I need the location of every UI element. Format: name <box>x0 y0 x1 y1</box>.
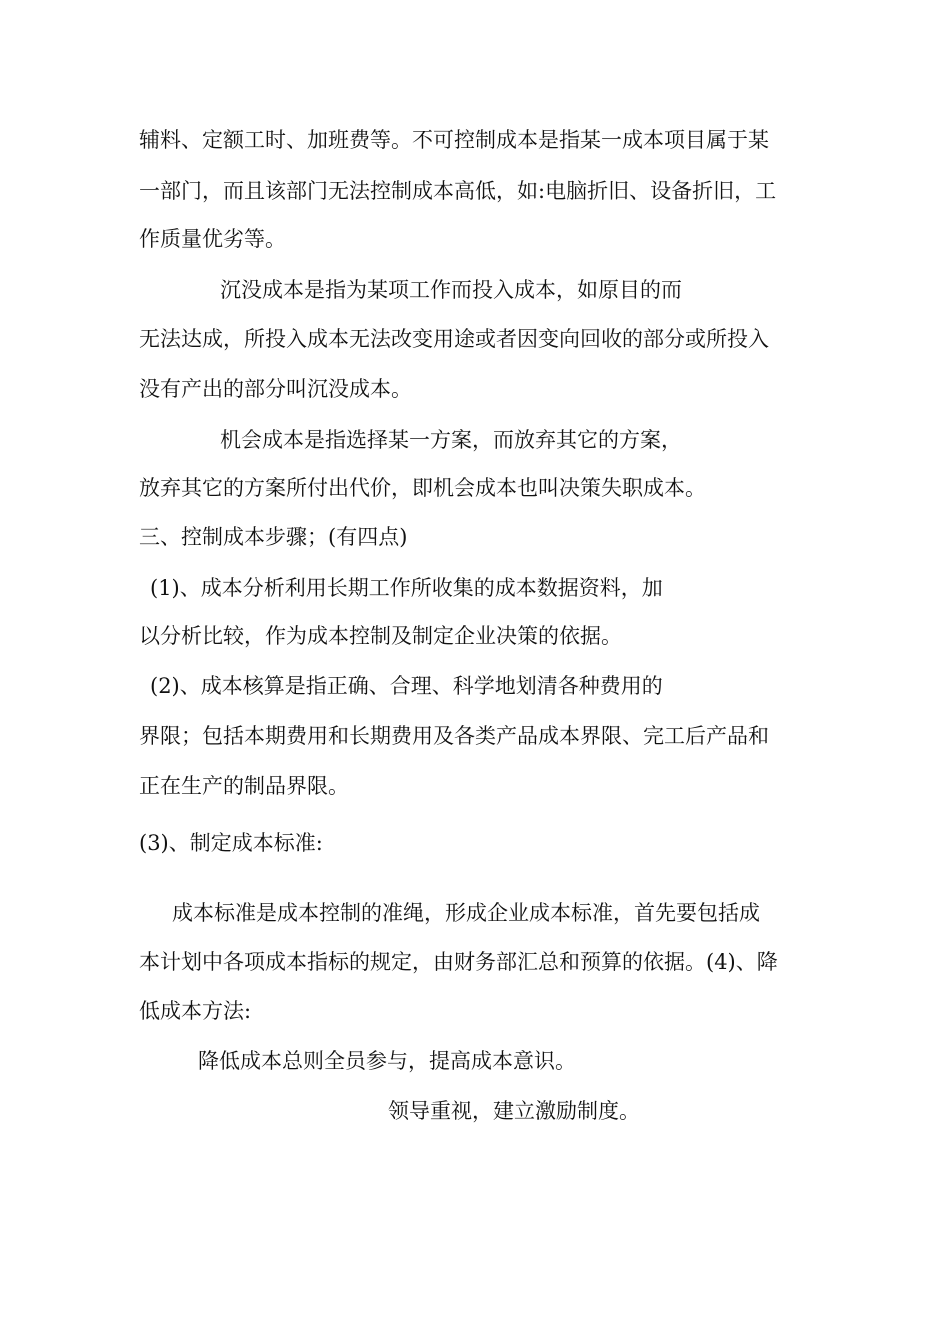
text-line-5: 无法达成，所投入成本无法改变用途或者因变向回收的部分或所投入 <box>139 327 769 351</box>
text-line-17: 本计划中各项成本指标的规定，由财务部汇总和预算的依据。(4)、降 <box>139 950 778 974</box>
text-line-12: (2)、成本核算是指正确、合理、科学地划清各种费用的 <box>150 674 663 698</box>
text-line-16: 成本标准是成本控制的准绳，形成企业成本标准，首先要包括成 <box>172 901 760 925</box>
text-line-13: 界限；包括本期费用和长期费用及各类产品成本界限、完工后产品和 <box>139 724 769 748</box>
text-line-8: 放弃其它的方案所付出代价，即机会成本也叫决策失职成本。 <box>139 476 706 500</box>
text-line-20: 领导重视，建立激励制度。 <box>388 1099 640 1123</box>
text-line-14: 正在生产的制品界限。 <box>139 774 349 798</box>
section-heading: 三、控制成本步骤；(有四点) <box>139 525 408 549</box>
text-line-18: 低成本方法: <box>139 999 252 1023</box>
text-line-1: 辅料、定额工时、加班费等。不可控制成本是指某一成本项目属于某 <box>139 128 769 152</box>
text-line-19: 降低成本总则全员参与，提高成本意识。 <box>198 1049 576 1073</box>
text-line-4: 沉没成本是指为某项工作而投入成本，如原目的而 <box>220 278 682 302</box>
text-line-3: 作质量优劣等。 <box>139 227 286 251</box>
text-line-7: 机会成本是指选择某一方案，而放弃其它的方案， <box>220 428 682 452</box>
text-line-11: 以分析比较，作为成本控制及制定企业决策的依据。 <box>139 624 622 648</box>
text-line-15: (3)、制定成本标准: <box>139 831 323 855</box>
text-line-10: (1)、成本分析利用长期工作所收集的成本数据资料，加 <box>150 576 663 600</box>
text-line-6: 没有产出的部分叫沉没成本。 <box>139 377 412 401</box>
text-line-2: 一部门，而且该部门无法控制成本高低，如:电脑折旧、设备折旧，工 <box>139 179 777 203</box>
